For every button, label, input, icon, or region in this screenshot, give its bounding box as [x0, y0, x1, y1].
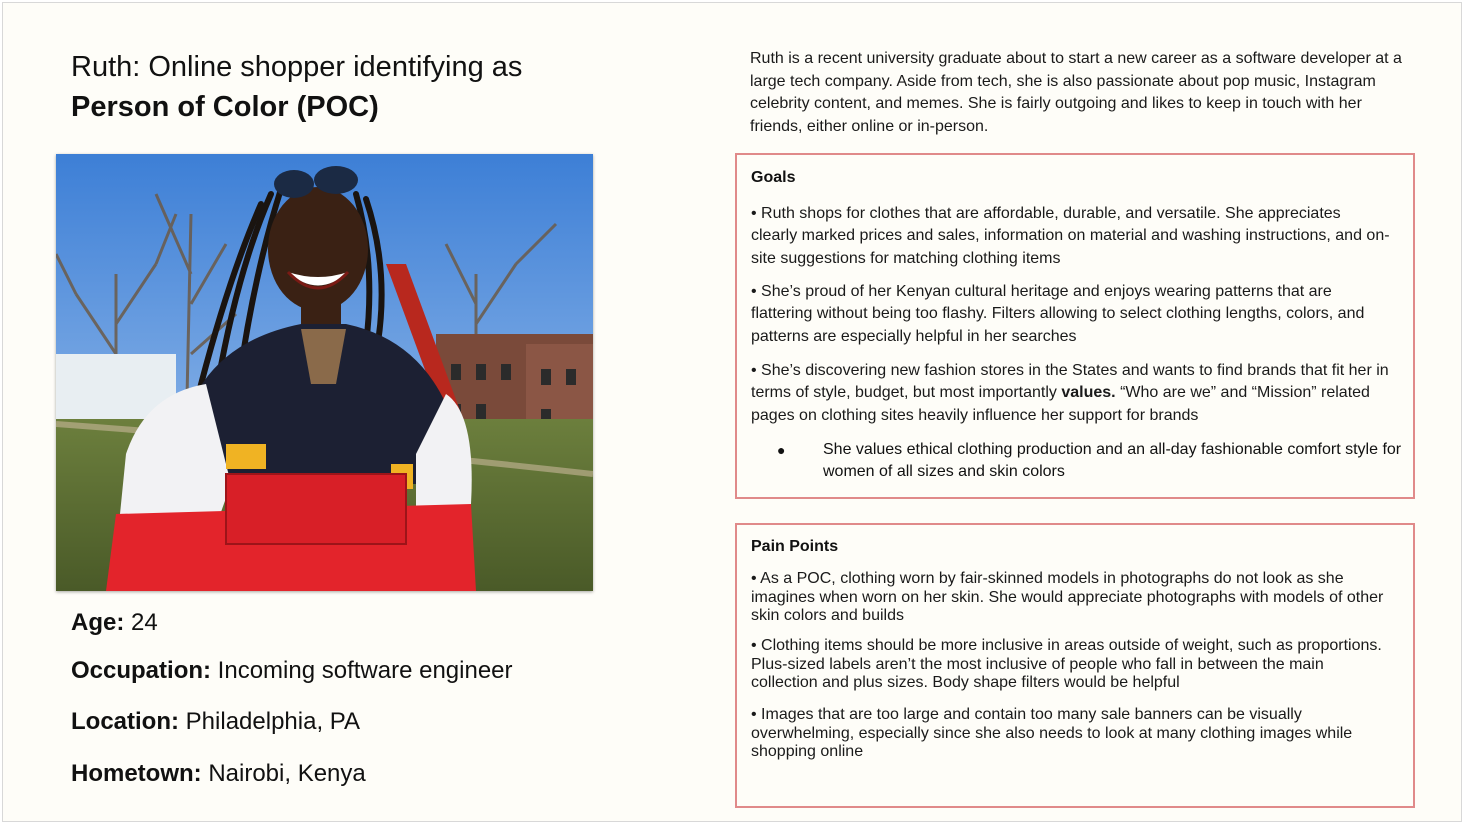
goal-item-emphasis: values.: [1061, 384, 1116, 402]
fact-age: [71, 611, 158, 635]
fact-value: Incoming software engineer: [211, 657, 513, 684]
pain-point-item: • Clothing items should be more inclusive in areas outside of weight, such as proportions. Plus-sized labels aren’t the most inclusive of people who fall in between the main collection and plus sizes. Body shape filters would be helpful: [751, 637, 1382, 691]
goal-item-text: “Who are we” and “Mission” related pages on clothing sites heavily influence her support for brands: [751, 384, 1370, 424]
pain-points-box: [735, 523, 1415, 808]
fact-label: Location:: [71, 708, 179, 735]
title-line-2: Person of Color (POC): [71, 91, 379, 123]
pain-points-title: Pain Points: [751, 538, 839, 555]
fact-hometown: [71, 762, 366, 786]
goal-item-text: • She’s discovering new fashion stores in the States and wants to find brands that fit her in terms of style, budget, but most importantly: [751, 362, 1389, 402]
persona-photo: [56, 154, 593, 591]
goals-box: [735, 153, 1415, 499]
goal-sub-item-text: She values ethical clothing production and an all-day fashionable comfort style for women of all sizes and skin colors: [823, 441, 1402, 481]
pain-point-item: • As a POC, clothing worn by fair-skinned models in photographs do not look as she imagines when worn on her skin. She would appreciate photographs with models of other skin colors and builds: [751, 570, 1384, 624]
person-photo-icon: [56, 154, 593, 591]
fact-value: 24: [124, 609, 158, 636]
title-line-1: Ruth: Online shopper identifying as: [71, 51, 523, 83]
persona-slide: [2, 2, 1462, 822]
fact-value: Nairobi, Kenya: [201, 760, 366, 787]
goal-item: [751, 360, 1391, 427]
fact-label: Occupation:: [71, 657, 212, 684]
fact-label: Age:: [71, 609, 125, 636]
fact-value: Philadelphia, PA: [179, 708, 361, 735]
goals-title: Goals: [751, 169, 796, 186]
fact-label: Hometown:: [71, 760, 202, 787]
pain-point-item: • Images that are too large and contain too many sale banners can be visually overwhelming, especially since she also needs to look at many clothing images while shopping online: [751, 706, 1353, 760]
fact-occupation: [71, 659, 513, 683]
goal-item: • Ruth shops for clothes that are affordable, durable, and versatile. She appreciates clearly marked prices and sales, information on material and washing instructions, and on-site suggestions for matching clothing items: [751, 205, 1390, 267]
persona-intro: Ruth is a recent university graduate about to start a new career as a software developer at a large tech company. Aside from tech, she is also passionate about pop music, Instagram celebrity content, and memes. She is fairly outgoing and likes to keep in touch with her friends, either online or in-person.: [750, 50, 1402, 135]
bullet-icon: ●: [777, 442, 786, 458]
fact-location: [71, 710, 360, 734]
page-title: [71, 47, 671, 127]
goal-item: • She’s proud of her Kenyan cultural heritage and enjoys wearing patterns that are flattering without being too flashy. Filters allowing to select clothing lengths, colors, and patterns are especially helpful in her searches: [751, 283, 1365, 345]
